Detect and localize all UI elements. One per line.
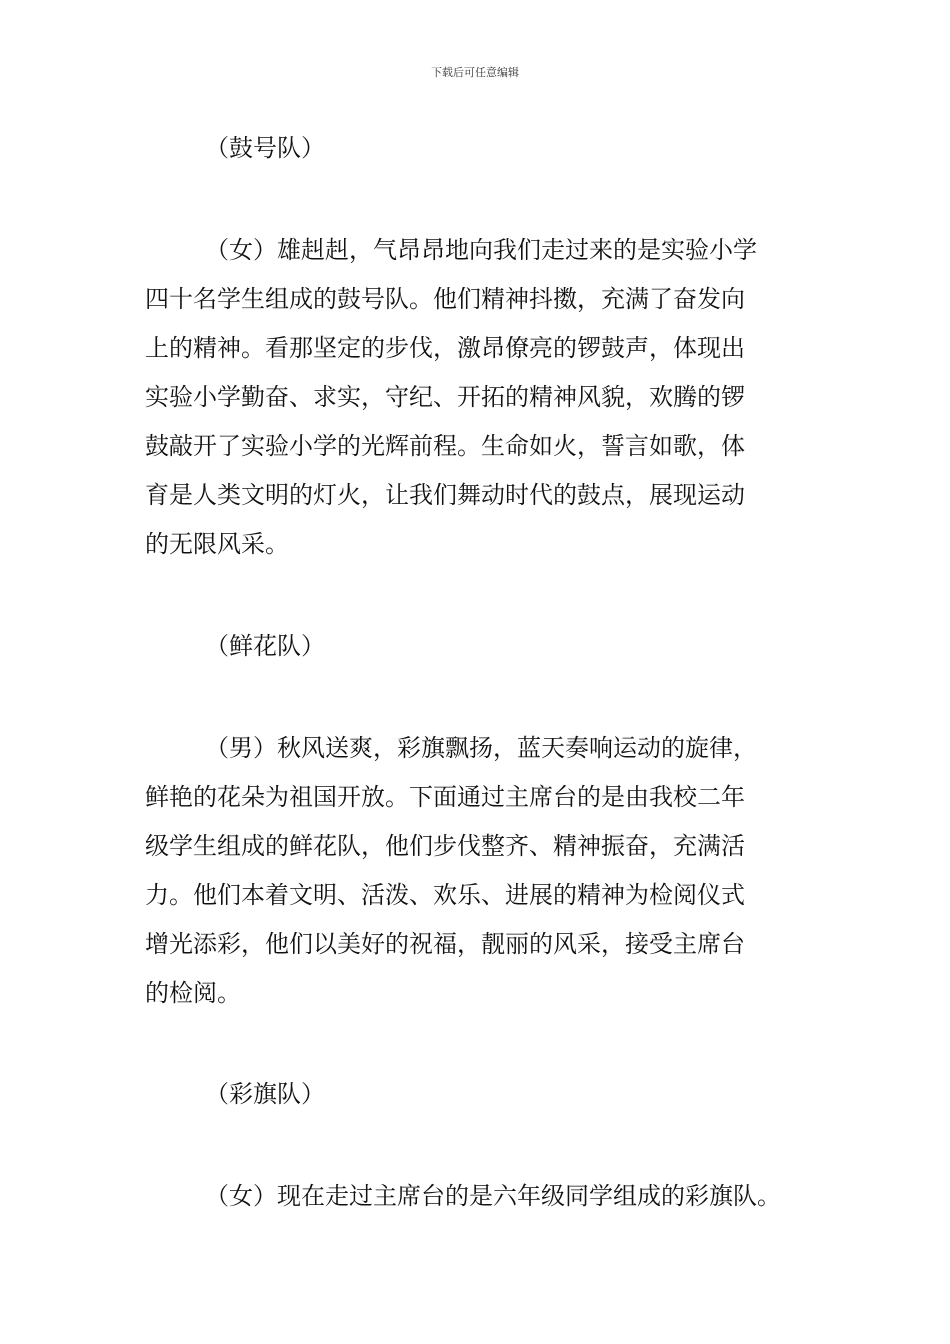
paragraph-line: 的检阅。 xyxy=(145,979,241,1007)
paragraph-line: 四十名学生组成的鼓号队。他们精神抖擞，充满了奋发向 xyxy=(145,285,745,313)
paragraph-line: 的无限风采。 xyxy=(145,530,289,558)
paragraph-line: 级学生组成的鲜花队，他们步伐整齐、精神振奋，充满活 xyxy=(145,832,745,860)
paragraph-line: 鼓敲开了实验小学的光辉前程。生命如火，誓言如歌，体 xyxy=(145,432,745,460)
paragraph-line: 增光添彩，他们以美好的祝福，靓丽的风采，接受主席台 xyxy=(145,930,745,958)
section-heading-flower-team: （鲜花队） xyxy=(205,632,325,660)
paragraph-line: （女）雄赳赳，气昂昂地向我们走过来的是实验小学 xyxy=(205,236,757,264)
paragraph-line: 鲜艳的花朵为祖国开放。下面通过主席台的是由我校二年 xyxy=(145,783,745,811)
paragraph-line: 实验小学勤奋、求实，守纪、开拓的精神风貌，欢腾的锣 xyxy=(145,383,745,411)
paragraph-line: （女）现在走过主席台的是六年级同学组成的彩旗队。 xyxy=(205,1182,781,1210)
page-header: 下载后可任意编辑 xyxy=(431,66,519,79)
paragraph-flower-team xyxy=(145,724,825,1018)
paragraph-line: （男）秋风送爽，彩旗飘扬，蓝天奏响运动的旋律， xyxy=(205,734,757,762)
paragraph-line: 上的精神。看那坚定的步伐，激昂僚亮的锣鼓声，体现出 xyxy=(145,334,745,362)
paragraph-line: 育是人类文明的灯火，让我们舞动时代的鼓点，展现运动 xyxy=(145,481,745,509)
paragraph-flag-team xyxy=(145,1172,825,1221)
section-heading-drum-corps: （鼓号队） xyxy=(205,134,325,162)
paragraph-line: 力。他们本着文明、活泼、欢乐、进展的精神为检阅仪式 xyxy=(145,881,745,909)
paragraph-drum-corps xyxy=(145,226,825,569)
section-heading-flag-team: （彩旗队） xyxy=(205,1080,325,1108)
